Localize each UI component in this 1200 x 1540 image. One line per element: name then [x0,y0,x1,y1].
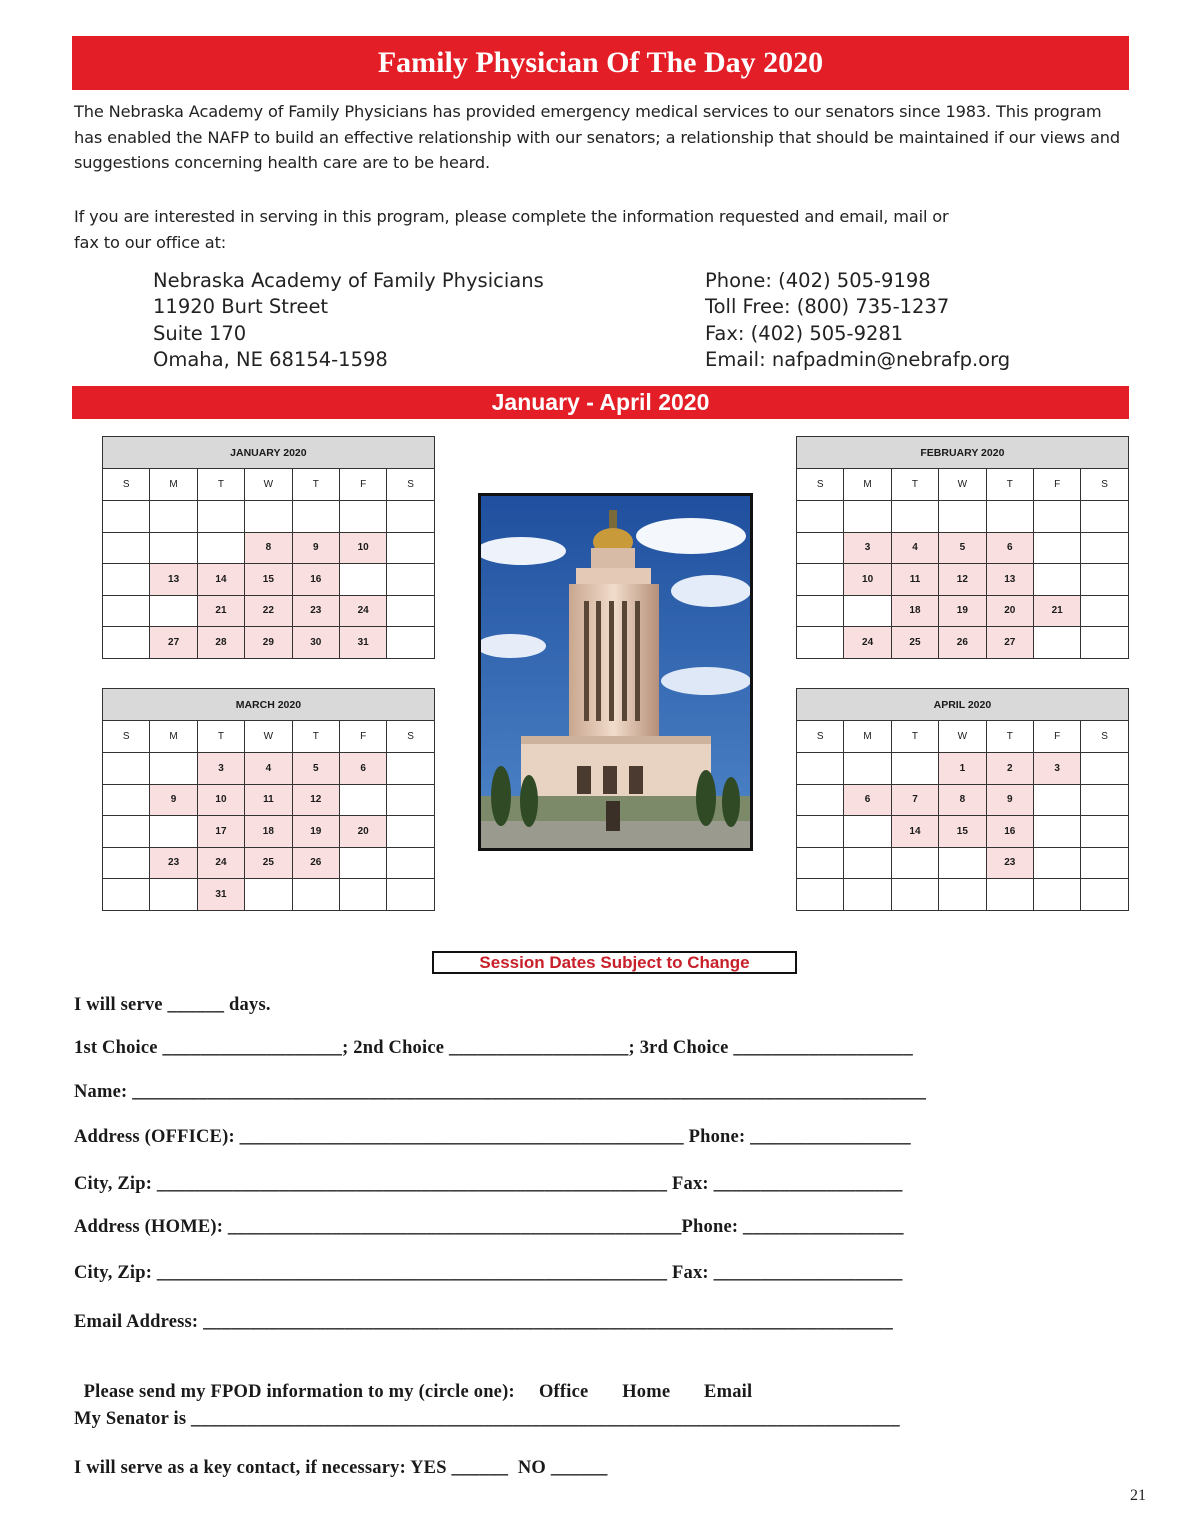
session-day-cell[interactable]: 27 [986,627,1033,659]
session-day-cell[interactable]: 30 [292,627,339,659]
session-day-cell[interactable]: 23 [150,847,197,879]
empty-day-cell [150,816,197,848]
empty-day-cell [797,753,844,785]
session-day-cell[interactable]: 13 [986,564,1033,596]
calendar-march [102,688,435,911]
calendar-week-row [797,627,1129,659]
session-day-cell[interactable]: 29 [245,627,292,659]
day-of-week-header: F [339,721,386,753]
session-day-cell[interactable]: 11 [891,564,938,596]
empty-day-cell [150,753,197,785]
session-day-cell[interactable]: 23 [292,595,339,627]
empty-day-cell [844,595,891,627]
empty-day-cell [891,753,938,785]
day-of-week-header: S [103,721,150,753]
empty-day-cell [103,532,150,564]
empty-day-cell [797,784,844,816]
empty-day-cell [387,627,434,659]
calendar-week-row [103,595,435,627]
day-of-week-header: M [150,469,197,501]
empty-day-cell [939,501,986,533]
key-contact-field[interactable]: I will serve as a key contact, if necessary: YES ______ NO ______ [74,1458,608,1478]
senator-field[interactable]: My Senator is ___________________________________________________________________________ [74,1409,900,1429]
session-day-cell[interactable]: 8 [245,532,292,564]
intro-paragraph-2: If you are interested in serving in this program, please complete the information requested and email, mail or fax to our office at: [74,207,949,252]
empty-day-cell [1033,564,1080,596]
empty-day-cell [1081,847,1128,879]
session-day-cell[interactable]: 10 [844,564,891,596]
calendar-month-title: APRIL 2020 [797,689,1129,721]
session-day-cell[interactable]: 26 [939,627,986,659]
mailing-address [153,268,544,373]
home-city-field[interactable]: City, Zip: ______________________________________________________ Fax: ____________________ [74,1263,903,1283]
empty-day-cell [1081,784,1128,816]
option-home[interactable]: Home [622,1382,671,1402]
calendar-month-title: MARCH 2020 [103,689,435,721]
empty-day-cell [891,879,938,911]
empty-day-cell [844,847,891,879]
session-day-cell[interactable]: 10 [339,532,386,564]
session-day-cell[interactable]: 6 [844,784,891,816]
calendar-april [796,688,1129,911]
session-day-cell[interactable]: 17 [197,816,244,848]
empty-day-cell [986,879,1033,911]
email-address: Email: nafpadmin@nebrafp.org [705,347,1011,371]
empty-day-cell [150,595,197,627]
empty-day-cell [339,784,386,816]
capitol-photo [478,493,753,851]
session-day-cell[interactable]: 6 [339,753,386,785]
name-field[interactable]: Name: ____________________________________________________________________________________ [74,1082,927,1102]
empty-day-cell [891,501,938,533]
send-info-row [74,1361,752,1403]
session-day-cell[interactable]: 20 [986,595,1033,627]
empty-day-cell [844,753,891,785]
empty-day-cell [1081,627,1128,659]
calendar-week-row [103,879,435,911]
calendar-week-row [103,784,435,816]
session-day-cell[interactable]: 1 [939,753,986,785]
calendar-month-title: FEBRUARY 2020 [797,437,1129,469]
empty-day-cell [103,595,150,627]
calendar-week-row [797,501,1129,533]
empty-day-cell [1081,595,1128,627]
period-banner [72,386,1129,419]
session-day-cell[interactable]: 13 [150,564,197,596]
org-name: Nebraska Academy of Family Physicians [153,269,544,292]
empty-day-cell [103,847,150,879]
session-day-cell[interactable]: 24 [844,627,891,659]
session-day-cell[interactable]: 3 [844,532,891,564]
calendar-week-row [797,532,1129,564]
send-info-label: Please send my FPOD information to my (circle one): [83,1382,515,1402]
empty-day-cell [150,532,197,564]
day-of-week-header: W [245,469,292,501]
day-of-week-header: S [1081,469,1128,501]
suite: Suite 170 [153,321,247,345]
day-of-week-header: T [197,469,244,501]
empty-day-cell [387,595,434,627]
calendar-week-row [103,532,435,564]
session-day-cell[interactable]: 2 [986,753,1033,785]
session-day-cell[interactable]: 9 [150,784,197,816]
day-of-week-header: S [387,469,434,501]
choices-field[interactable]: 1st Choice ___________________; 2nd Choice ___________________; 3rd Choice ___________________ [74,1038,913,1058]
empty-day-cell [1033,847,1080,879]
calendar-week-row [797,879,1129,911]
calendar-week-row [103,564,435,596]
street-address: 11920 Burt Street [153,295,329,319]
empty-day-cell [1033,627,1080,659]
empty-day-cell [797,595,844,627]
empty-day-cell [292,501,339,533]
empty-day-cell [292,879,339,911]
session-day-cell[interactable]: 3 [1033,753,1080,785]
empty-day-cell [1081,564,1128,596]
calendar-week-row [103,816,435,848]
empty-day-cell [1081,501,1128,533]
empty-day-cell [797,879,844,911]
office-address-field[interactable]: Address (OFFICE): _______________________________________________ Phone: _________________ [74,1127,911,1147]
empty-day-cell [245,501,292,533]
calendar-week-row [797,564,1129,596]
empty-day-cell [339,847,386,879]
session-day-cell[interactable]: 7 [891,784,938,816]
day-of-week-header: T [986,721,1033,753]
empty-day-cell [1081,816,1128,848]
day-of-week-header: T [197,721,244,753]
session-day-cell[interactable]: 3 [197,753,244,785]
empty-day-cell [339,501,386,533]
session-day-cell[interactable]: 18 [245,816,292,848]
empty-day-cell [339,879,386,911]
empty-day-cell [387,847,434,879]
toll-free-number: Toll Free: (800) 735-1237 [705,295,950,319]
session-day-cell[interactable]: 11 [245,784,292,816]
empty-day-cell [939,847,986,879]
option-office[interactable]: Office [538,1382,589,1402]
empty-day-cell [150,501,197,533]
calendar-week-row [103,753,435,785]
calendar-week-row [797,847,1129,879]
session-day-cell[interactable]: 16 [986,816,1033,848]
day-of-week-header: T [292,721,339,753]
empty-day-cell [103,627,150,659]
session-day-cell[interactable]: 27 [150,627,197,659]
session-day-cell[interactable]: 12 [939,564,986,596]
calendar-week-row [103,847,435,879]
session-day-cell[interactable]: 24 [197,847,244,879]
empty-day-cell [797,501,844,533]
calendar-february [796,436,1129,659]
contact-numbers [705,268,1010,373]
empty-day-cell [387,501,434,533]
office-city-field[interactable]: City, Zip: ______________________________________________________ Fax: ____________________ [74,1174,903,1194]
day-of-week-header: F [1033,721,1080,753]
empty-day-cell [103,564,150,596]
day-of-week-header: F [339,469,386,501]
session-day-cell[interactable]: 19 [939,595,986,627]
calendar-week-row [103,501,435,533]
session-day-cell[interactable]: 22 [245,595,292,627]
day-of-week-header: M [844,721,891,753]
session-day-cell[interactable]: 21 [1033,595,1080,627]
day-of-week-header: W [939,721,986,753]
day-of-week-header: T [986,469,1033,501]
intro-paragraph-1: The Nebraska Academy of Family Physicians has provided emergency medical services to our senators since 1983. This program has enabled the NAFP to build an effective relationship with our senators; a relationship that should be maintained if our views and suggestions concerning health care are to be heard. [74,102,1121,172]
empty-day-cell [150,879,197,911]
calendar-week-row [797,595,1129,627]
day-of-week-header: W [939,469,986,501]
session-day-cell[interactable]: 18 [891,595,938,627]
session-day-cell[interactable]: 14 [197,564,244,596]
calendar-january [102,436,435,659]
empty-day-cell [1081,879,1128,911]
session-day-cell[interactable]: 10 [197,784,244,816]
empty-day-cell [797,564,844,596]
session-day-cell[interactable]: 16 [292,564,339,596]
session-day-cell[interactable]: 6 [986,532,1033,564]
empty-day-cell [339,564,386,596]
empty-day-cell [387,564,434,596]
session-note [432,951,797,974]
session-day-cell[interactable]: 19 [292,816,339,848]
day-of-week-header: S [797,721,844,753]
empty-day-cell [844,501,891,533]
session-day-cell[interactable]: 24 [339,595,386,627]
empty-day-cell [1033,532,1080,564]
day-of-week-header: S [1081,721,1128,753]
day-of-week-header: T [891,469,938,501]
session-day-cell[interactable]: 23 [986,847,1033,879]
title-banner [72,36,1129,90]
empty-day-cell [1081,532,1128,564]
capitol-building-image [481,496,750,848]
page-title: Family Physician Of The Day 2020 [377,46,824,79]
empty-day-cell [797,847,844,879]
calendar-week-row [103,627,435,659]
empty-day-cell [103,816,150,848]
empty-day-cell [797,627,844,659]
empty-day-cell [245,879,292,911]
empty-day-cell [986,501,1033,533]
empty-day-cell [103,784,150,816]
session-day-cell[interactable]: 5 [939,532,986,564]
session-day-cell[interactable]: 8 [939,784,986,816]
empty-day-cell [939,879,986,911]
session-note-text: Session Dates Subject to Change [479,953,750,972]
period-title: January - April 2020 [491,389,710,415]
day-of-week-header: S [103,469,150,501]
empty-day-cell [844,816,891,848]
empty-day-cell [387,879,434,911]
empty-day-cell [197,532,244,564]
session-day-cell[interactable]: 15 [245,564,292,596]
session-day-cell[interactable]: 20 [339,816,386,848]
empty-day-cell [891,847,938,879]
day-of-week-header: T [292,469,339,501]
calendar-week-row [797,753,1129,785]
empty-day-cell [797,532,844,564]
option-email[interactable]: Email [704,1382,753,1402]
day-of-week-header: M [844,469,891,501]
city-state-zip: Omaha, NE 68154-1598 [153,347,388,371]
session-day-cell[interactable]: 14 [891,816,938,848]
email-field[interactable]: Email Address: _________________________________________________________________________ [74,1312,893,1332]
empty-day-cell [844,879,891,911]
empty-day-cell [103,753,150,785]
calendar-month-title: JANUARY 2020 [103,437,435,469]
empty-day-cell [387,784,434,816]
day-of-week-header: F [1033,469,1080,501]
session-day-cell[interactable]: 12 [292,784,339,816]
empty-day-cell [1033,501,1080,533]
empty-day-cell [1033,816,1080,848]
page-number: 21 [1130,1487,1146,1504]
empty-day-cell [387,753,434,785]
session-day-cell[interactable]: 9 [292,532,339,564]
session-day-cell[interactable]: 28 [197,627,244,659]
calendar-week-row [797,816,1129,848]
session-day-cell[interactable]: 31 [197,879,244,911]
day-of-week-header: S [387,721,434,753]
session-day-cell[interactable]: 4 [891,532,938,564]
session-day-cell[interactable]: 9 [986,784,1033,816]
day-of-week-header: M [150,721,197,753]
empty-day-cell [103,879,150,911]
empty-day-cell [1033,784,1080,816]
day-of-week-header: T [891,721,938,753]
empty-day-cell [103,501,150,533]
empty-day-cell [797,816,844,848]
serve-days-field[interactable]: I will serve ______ days. [74,995,271,1015]
phone-number: Phone: (402) 505-9198 [705,269,931,292]
empty-day-cell [387,816,434,848]
empty-day-cell [197,501,244,533]
empty-day-cell [387,532,434,564]
session-day-cell[interactable]: 25 [891,627,938,659]
empty-day-cell [1033,879,1080,911]
fax-number: Fax: (402) 505-9281 [705,321,904,345]
day-of-week-header: W [245,721,292,753]
calendar-week-row [797,784,1129,816]
home-address-field[interactable]: Address (HOME): ________________________________________________Phone: _________________ [74,1217,904,1237]
session-day-cell[interactable]: 26 [292,847,339,879]
session-day-cell[interactable]: 21 [197,595,244,627]
empty-day-cell [1081,753,1128,785]
session-day-cell[interactable]: 31 [339,627,386,659]
session-day-cell[interactable]: 4 [245,753,292,785]
session-day-cell[interactable]: 5 [292,753,339,785]
day-of-week-header: S [797,469,844,501]
session-day-cell[interactable]: 15 [939,816,986,848]
session-day-cell[interactable]: 25 [245,847,292,879]
